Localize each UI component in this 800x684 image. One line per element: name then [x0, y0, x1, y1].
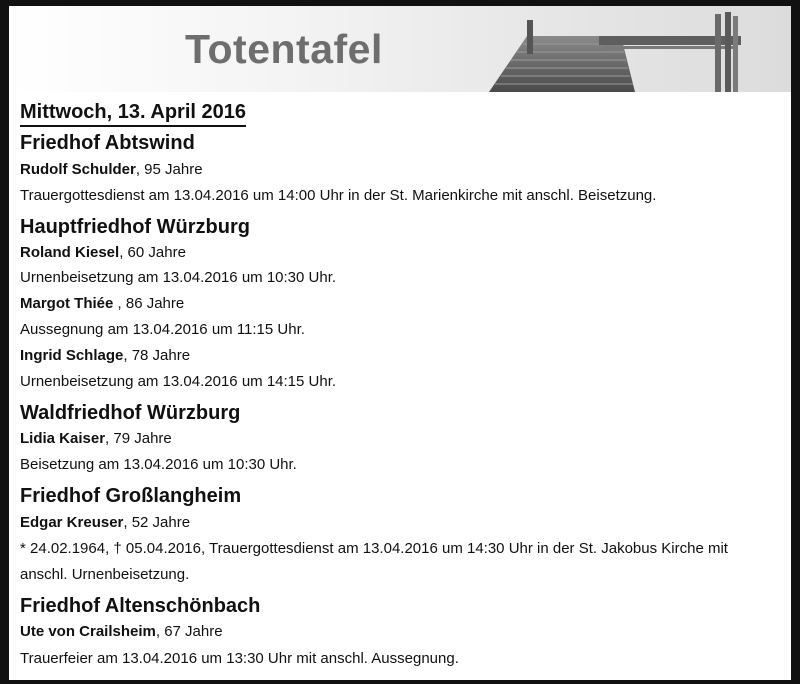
person-line	[20, 513, 190, 533]
person-name: Roland Kiesel	[20, 244, 120, 261]
cemetery-heading: Friedhof Großlangheim	[20, 485, 242, 507]
header-banner	[9, 6, 791, 92]
jetty-image	[9, 6, 791, 92]
service-details: Trauerfeier am 13.04.2016 um 13:30 Uhr mit anschl. Aussegnung.	[20, 650, 459, 667]
person-age: , 95 Jahre	[135, 161, 203, 178]
cemetery-heading: Friedhof Altenschönbach	[20, 595, 261, 617]
service-details: anschl. Urnenbeisetzung.	[20, 566, 190, 583]
service-details: Urnenbeisetzung am 13.04.2016 um 10:30 Uhr.	[20, 269, 337, 286]
person-line	[20, 346, 190, 366]
cemetery-heading: Waldfriedhof Würzburg	[20, 402, 241, 424]
service-details: * 24.02.1964, † 05.04.2016, Trauergottesdienst am 13.04.2016 um 14:30 Uhr in der St. Jakobus Kirche mit	[20, 540, 728, 557]
person-line	[20, 243, 186, 263]
person-line	[20, 294, 184, 314]
person-name: Rudolf Schulder	[20, 161, 136, 178]
person-line	[20, 429, 172, 449]
person-age: , 67 Jahre	[155, 623, 223, 640]
service-details: Trauergottesdienst am 13.04.2016 um 14:00 Uhr in der St. Marienkirche mit anschl. Beisetzung.	[20, 187, 657, 204]
person-name: Ingrid Schlage	[20, 347, 124, 364]
person-name: Edgar Kreuser	[20, 514, 124, 531]
person-line	[20, 160, 203, 180]
person-name: Margot Thiée	[20, 295, 114, 312]
person-age: , 86 Jahre	[113, 295, 185, 312]
person-age: , 78 Jahre	[123, 347, 191, 364]
cemetery-heading: Hauptfriedhof Würzburg	[20, 216, 250, 238]
page-title: Totentafel	[185, 26, 383, 72]
person-line	[20, 622, 223, 642]
person-name: Lidia Kaiser	[20, 430, 106, 447]
service-details: Aussegnung am 13.04.2016 um 11:15 Uhr.	[20, 321, 305, 338]
person-age: , 79 Jahre	[105, 430, 172, 447]
person-age: , 60 Jahre	[119, 244, 186, 261]
person-age: , 52 Jahre	[123, 514, 191, 531]
service-details: Beisetzung am 13.04.2016 um 10:30 Uhr.	[20, 456, 297, 473]
date-heading: Mittwoch, 13. April 2016	[20, 100, 246, 127]
cemetery-heading: Friedhof Abtswind	[20, 132, 195, 154]
person-name: Ute von Crailsheim	[20, 623, 156, 640]
service-details: Urnenbeisetzung am 13.04.2016 um 14:15 Uhr.	[20, 373, 337, 390]
